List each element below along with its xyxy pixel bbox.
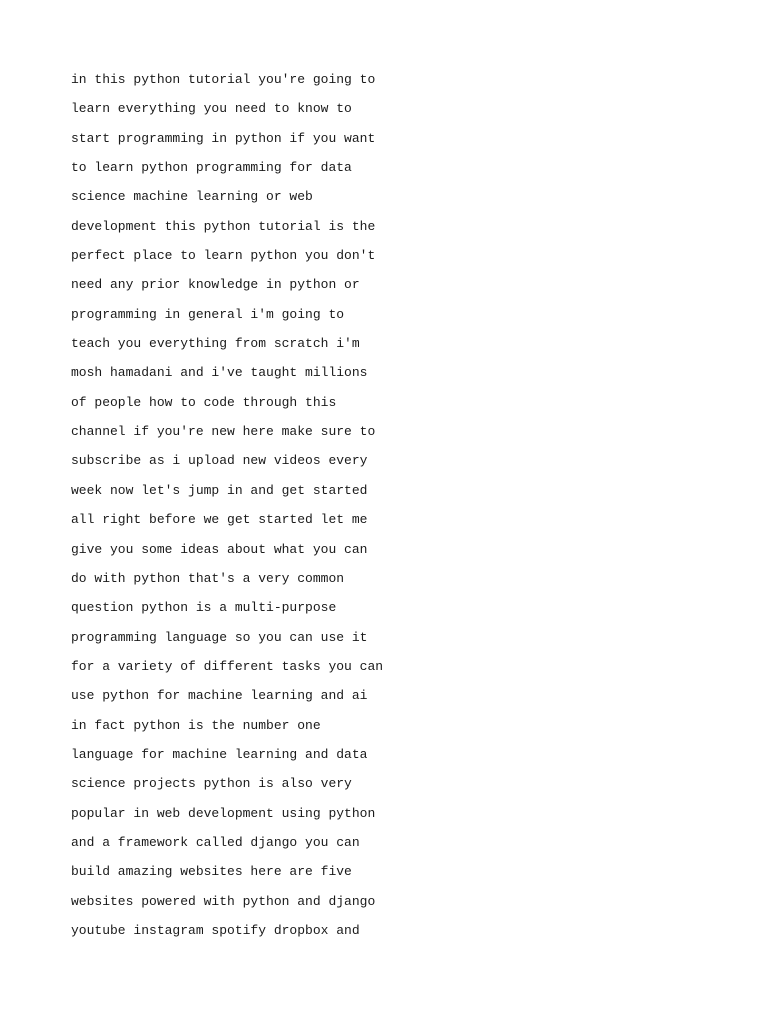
text-line: programming in general i'm going to <box>71 306 345 322</box>
text-line: development this python tutorial is the <box>71 218 376 234</box>
text-line: science projects python is also very <box>71 776 352 792</box>
text-line: channel if you're new here make sure to <box>71 424 376 440</box>
text-line: programming language so you can use it <box>71 629 368 645</box>
text-line: mosh hamadani and i've taught millions <box>71 365 368 381</box>
text-line: and a framework called django you can <box>71 834 360 850</box>
text-line: all right before we get started let me <box>71 512 368 528</box>
text-line: week now let's jump in and get started <box>71 482 368 498</box>
text-line: question python is a multi-purpose <box>71 600 337 616</box>
text-line: in this python tutorial you're going to <box>71 72 376 87</box>
text-line: perfect place to learn python you don't <box>71 248 376 264</box>
text-line: subscribe as i upload new videos every <box>71 453 368 469</box>
text-line: start programming in python if you want <box>71 130 376 146</box>
text-line: in fact python is the number one <box>71 717 321 733</box>
text-line: of people how to code through this <box>71 394 337 410</box>
text-line: language for machine learning and data <box>71 746 368 762</box>
text-line: need any prior knowledge in python or <box>71 277 360 293</box>
text-line: youtube instagram spotify dropbox and <box>71 922 360 938</box>
text-line: give you some ideas about what you can <box>71 541 368 557</box>
transcript-text <box>71 70 383 950</box>
text-line: learn everything you need to know to <box>71 101 352 117</box>
text-line: websites powered with python and django <box>71 893 376 909</box>
text-line: science machine learning or web <box>71 189 313 205</box>
text-line: teach you everything from scratch i'm <box>71 336 360 352</box>
text-line: to learn python programming for data <box>71 160 352 176</box>
text-line: build amazing websites here are five <box>71 864 352 880</box>
text-line: popular in web development using python <box>71 805 376 821</box>
text-line: do with python that's a very common <box>71 570 345 586</box>
text-line: for a variety of different tasks you can <box>71 658 384 674</box>
text-line: use python for machine learning and ai <box>71 688 368 704</box>
